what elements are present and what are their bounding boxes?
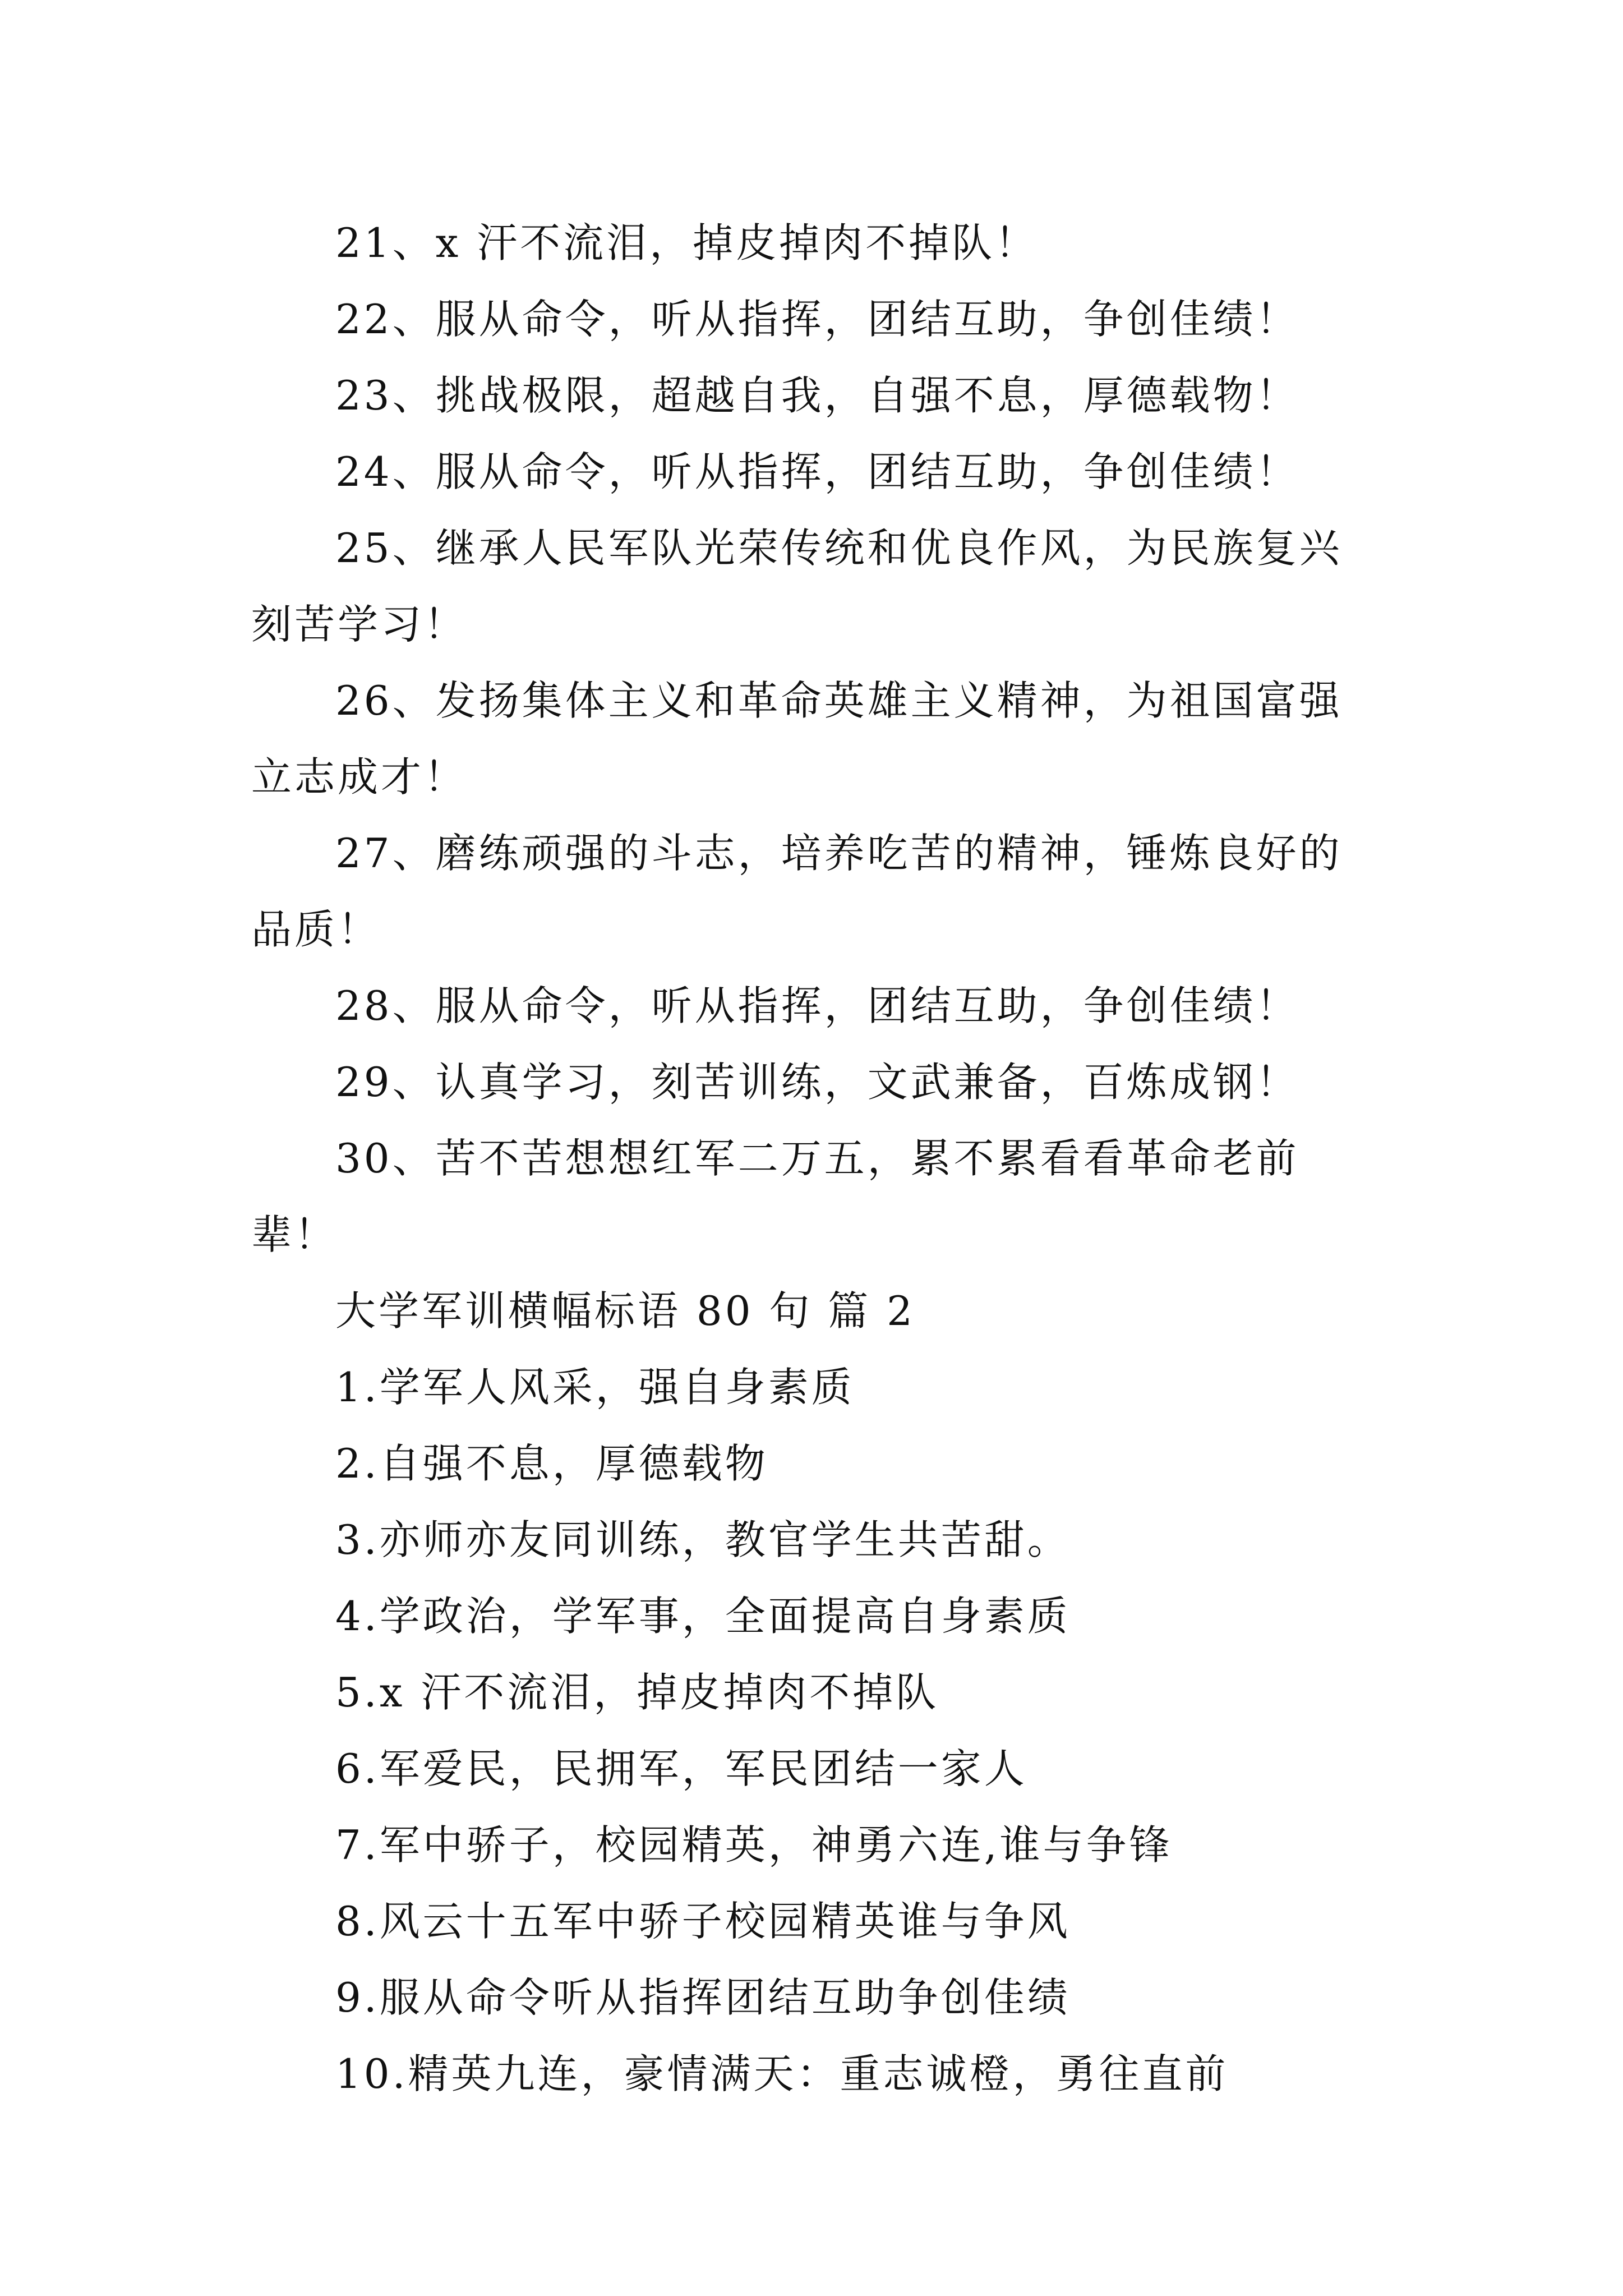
slogan-30: 30、苦不苦想想红军二万五，累不累看看革命老前辈！ [251,1135,1299,1258]
section-item-4: 4.学政治，学军事，全面提高自身素质 [335,1593,1071,1640]
slogan-23: 23、挑战极限，超越自我，自强不息，厚德载物！ [335,372,1299,419]
section-item-8: 8.风云十五军中骄子校园精英谁与争风 [335,1898,1071,1945]
slogan-28: 28、服从命令，听从指挥，团结互助，争创佳绩！ [335,982,1299,1029]
slogan-26: 26、发扬集体主义和革命英雄主义精神，为祖国富强立志成才！ [251,677,1343,800]
section-item-9: 9.服从命令听从指挥团结互助争创佳绩 [335,1974,1071,2021]
section-item-7: 7.军中骄子，校园精英，神勇六连,谁与争锋 [335,1821,1173,1869]
slogan-21: 21、x 汗不流泪，掉皮掉肉不掉队！ [335,219,1039,266]
section-item-5: 5.x 汗不流泪，掉皮掉肉不掉队 [335,1669,939,1716]
slogan-25: 25、继承人民军队光荣传统和优良作风，为民族复兴刻苦学习！ [251,524,1343,648]
section-item-1: 1.学军人风采，强自身素质 [335,1364,855,1411]
section-item-10: 10.精英九连，豪情满天：重志诚橙，勇往直前 [335,2050,1229,2097]
document-body [251,205,1378,2112]
slogan-27: 27、磨练顽强的斗志，培养吃苦的精神，锤炼良好的品质！ [251,830,1343,953]
section-item-3: 3.亦师亦友同训练，教官学生共苦甜。 [335,1516,1071,1563]
slogan-24: 24、服从命令，听从指挥，团结互助，争创佳绩！ [335,448,1299,495]
section-item-6: 6.军爱民，民拥军，军民团结一家人 [335,1745,1027,1792]
slogan-29: 29、认真学习，刻苦训练，文武兼备，百炼成钢！ [335,1059,1299,1106]
section-heading: 大学军训横幅标语 80 句 篇 2 [335,1287,915,1335]
section-item-2: 2.自强不息，厚德载物 [335,1440,768,1487]
slogan-22: 22、服从命令，听从指挥，团结互助，争创佳绩！ [335,296,1299,343]
